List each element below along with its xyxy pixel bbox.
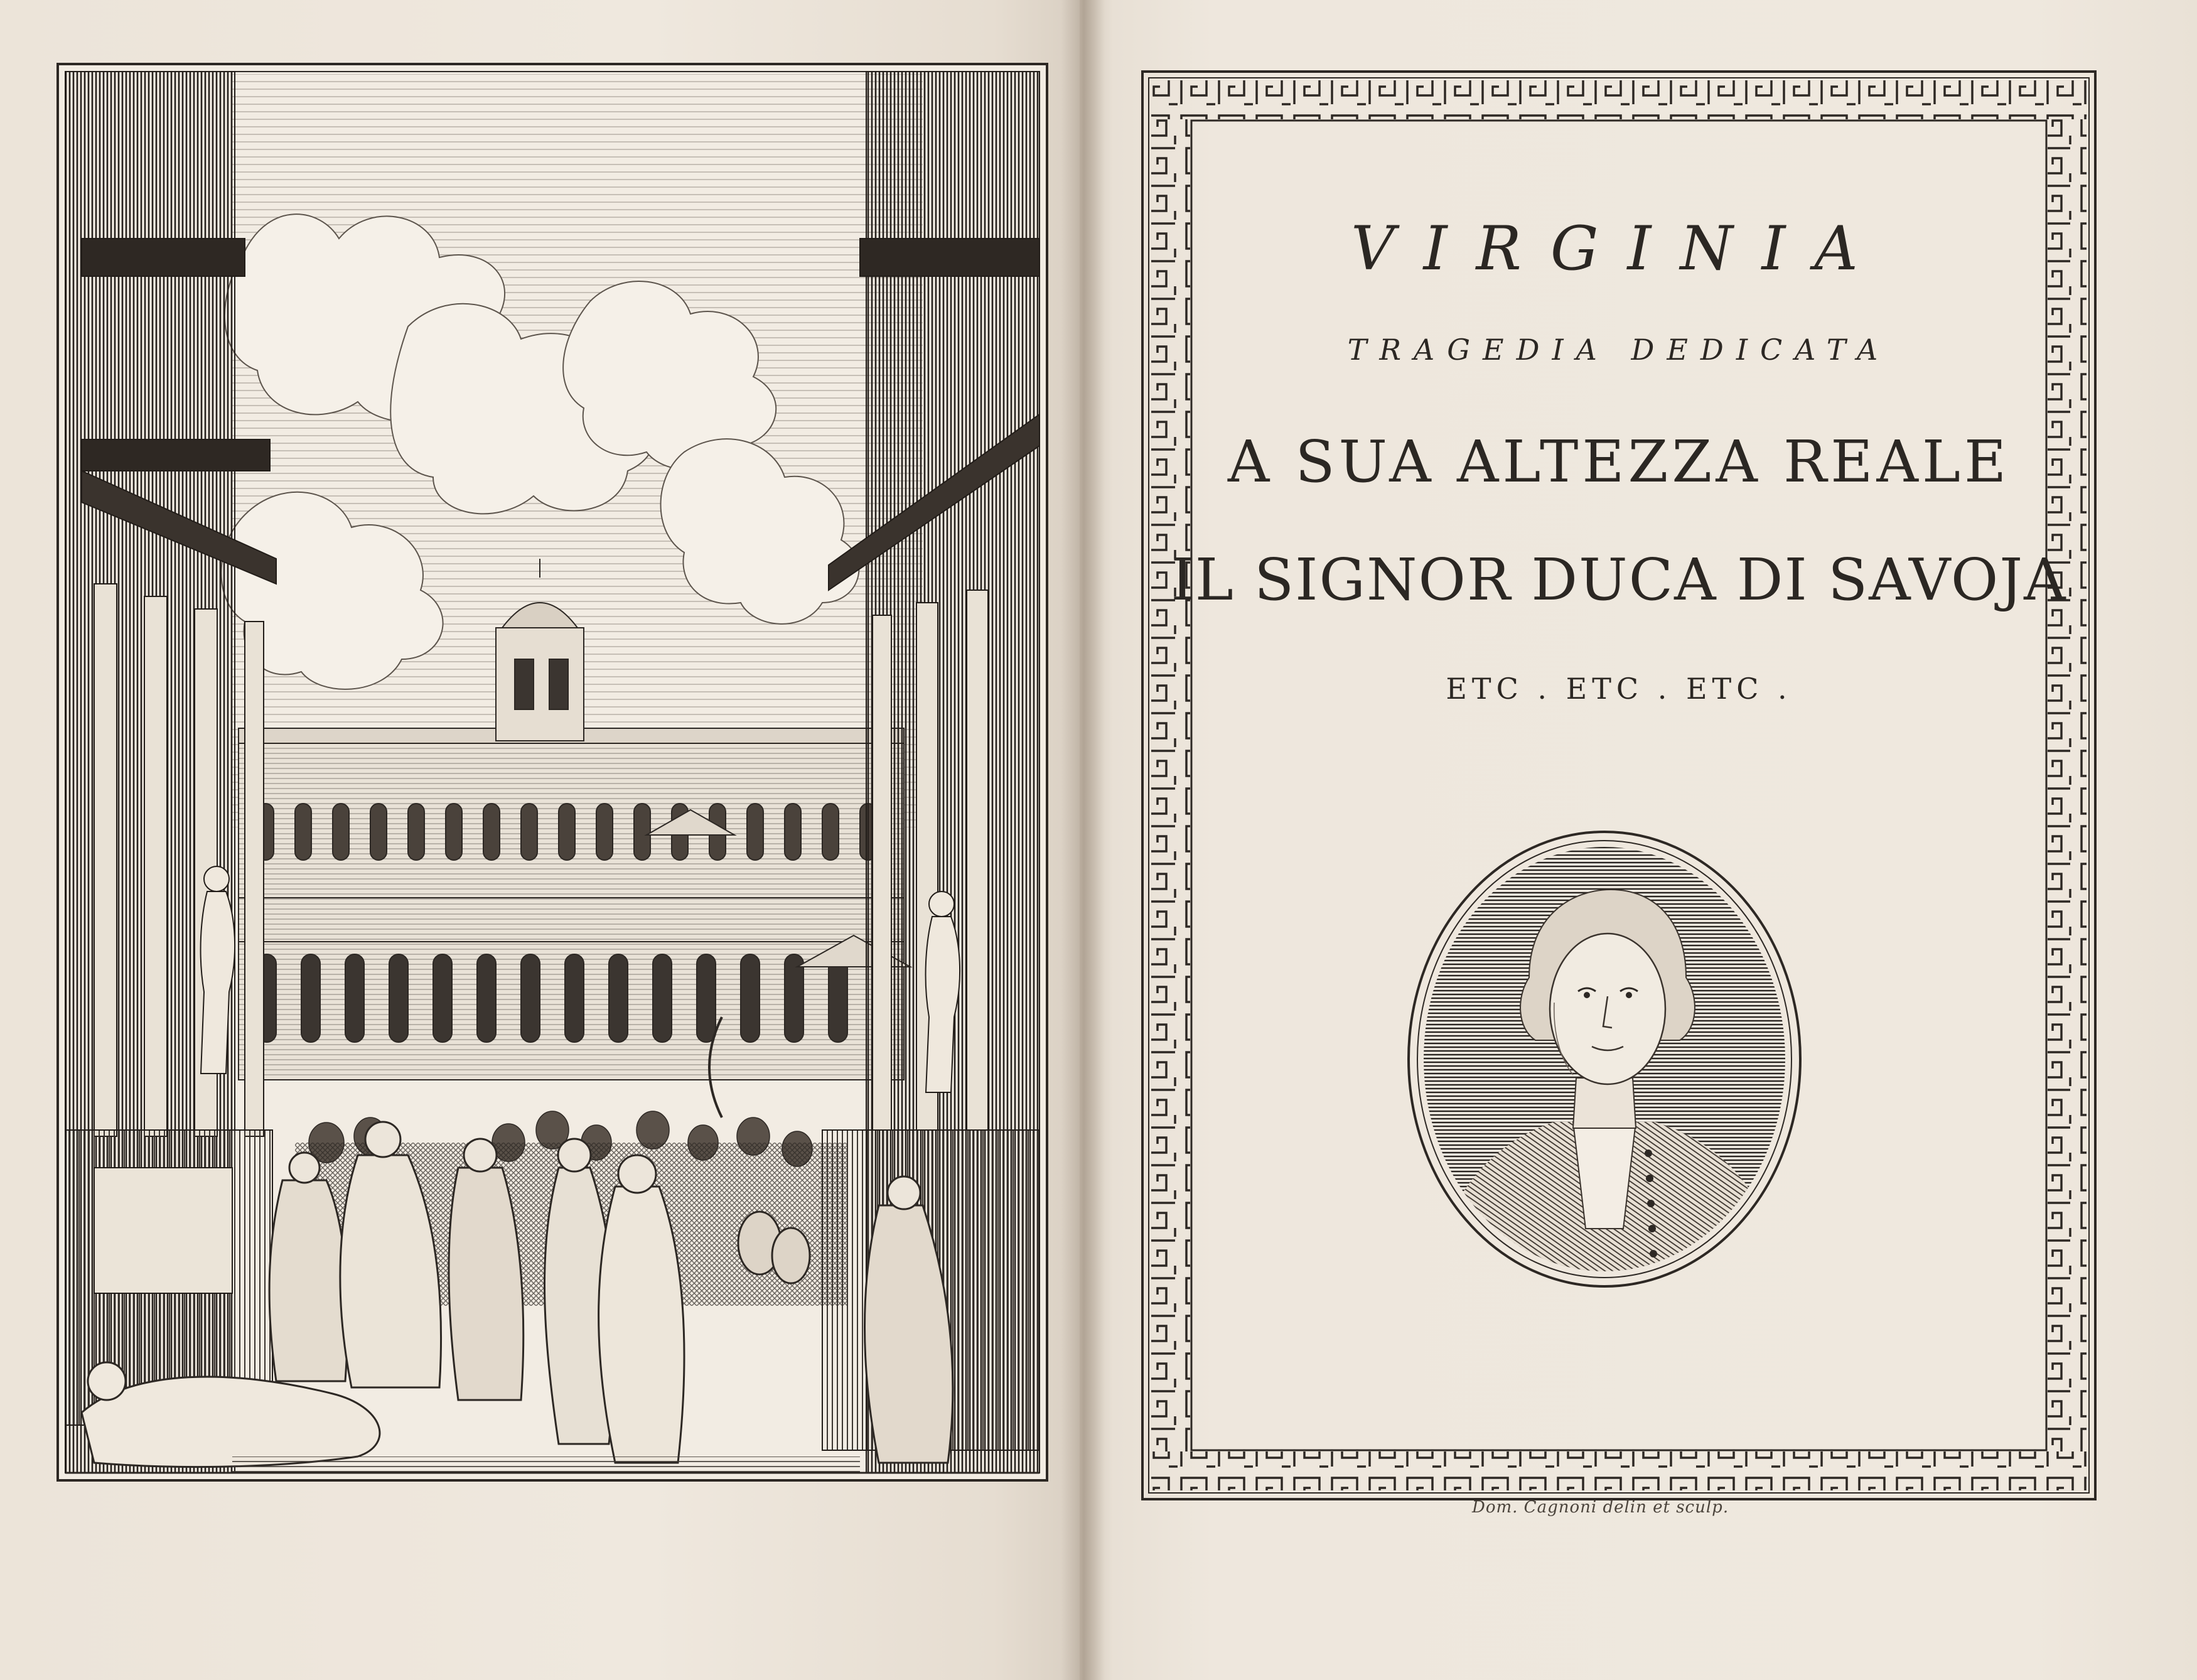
engraving-plate (56, 63, 1048, 1482)
engraving-scene (56, 63, 1048, 1482)
book-gutter (1061, 0, 1105, 1680)
title-page-frame (1141, 70, 2097, 1500)
book-subtitle: TRAGEDIA DEDICATA (1347, 333, 1891, 367)
engraver-credit: Dom. Cagnoni delin et sculp. (1472, 1498, 1729, 1517)
left-page (0, 0, 1080, 1680)
dedication-line-1: A SUA ALTEZZA REALE (1227, 428, 2011, 495)
portrait-medallion (1404, 827, 1805, 1291)
dedication-line-2: IL SIGNOR DUCA DI SAVOJA (1171, 546, 2067, 613)
book-title: VIRGINIA (1351, 213, 1887, 284)
portrait-engraving (1404, 827, 1805, 1291)
etc-line: ETC . ETC . ETC . (1446, 672, 1792, 706)
